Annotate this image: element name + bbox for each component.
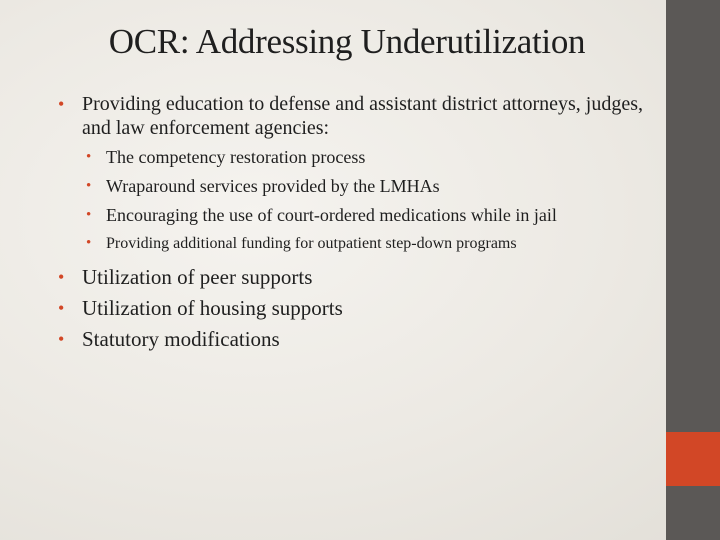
bullet-text: Statutory modifications [82,327,280,351]
slide-title: OCR: Addressing Underutilization [108,22,586,61]
bullet-icon: • [58,298,65,318]
bullet-icon: • [86,178,92,194]
sub-bullet-text: Encouraging the use of court-ordered medications while in jail [106,205,557,225]
bullet-icon: • [86,149,92,165]
bullet-housing-supports [58,293,658,324]
sub-bullet-funding [86,233,658,254]
bullet-education [58,92,658,140]
sub-bullet-text: The competency restoration process [106,147,366,167]
bullet-icon: • [86,235,92,251]
bullet-text: Utilization of peer supports [82,265,313,289]
bullet-statutory [58,324,658,355]
sub-bullet-text: Providing additional funding for outpatient step-down programs [106,235,517,252]
sub-bullet-text: Wraparound services provided by the LMHAs [106,176,440,196]
slide-content [58,92,658,355]
sub-bullet-medications [86,204,658,227]
sidebar-accent-block [666,432,720,486]
bullet-text: Utilization of housing supports [82,296,343,320]
bullet-peer-supports [58,262,658,293]
sub-bullet-wraparound [86,175,658,198]
bullet-text: Providing education to defense and assistant district attorneys, judges, and law enforcement agencies: [82,93,643,139]
bullet-icon: • [58,94,65,114]
sub-bullet-competency [86,146,658,169]
bullet-icon: • [58,329,65,349]
bullet-icon: • [86,207,92,223]
bullet-icon: • [58,267,65,287]
